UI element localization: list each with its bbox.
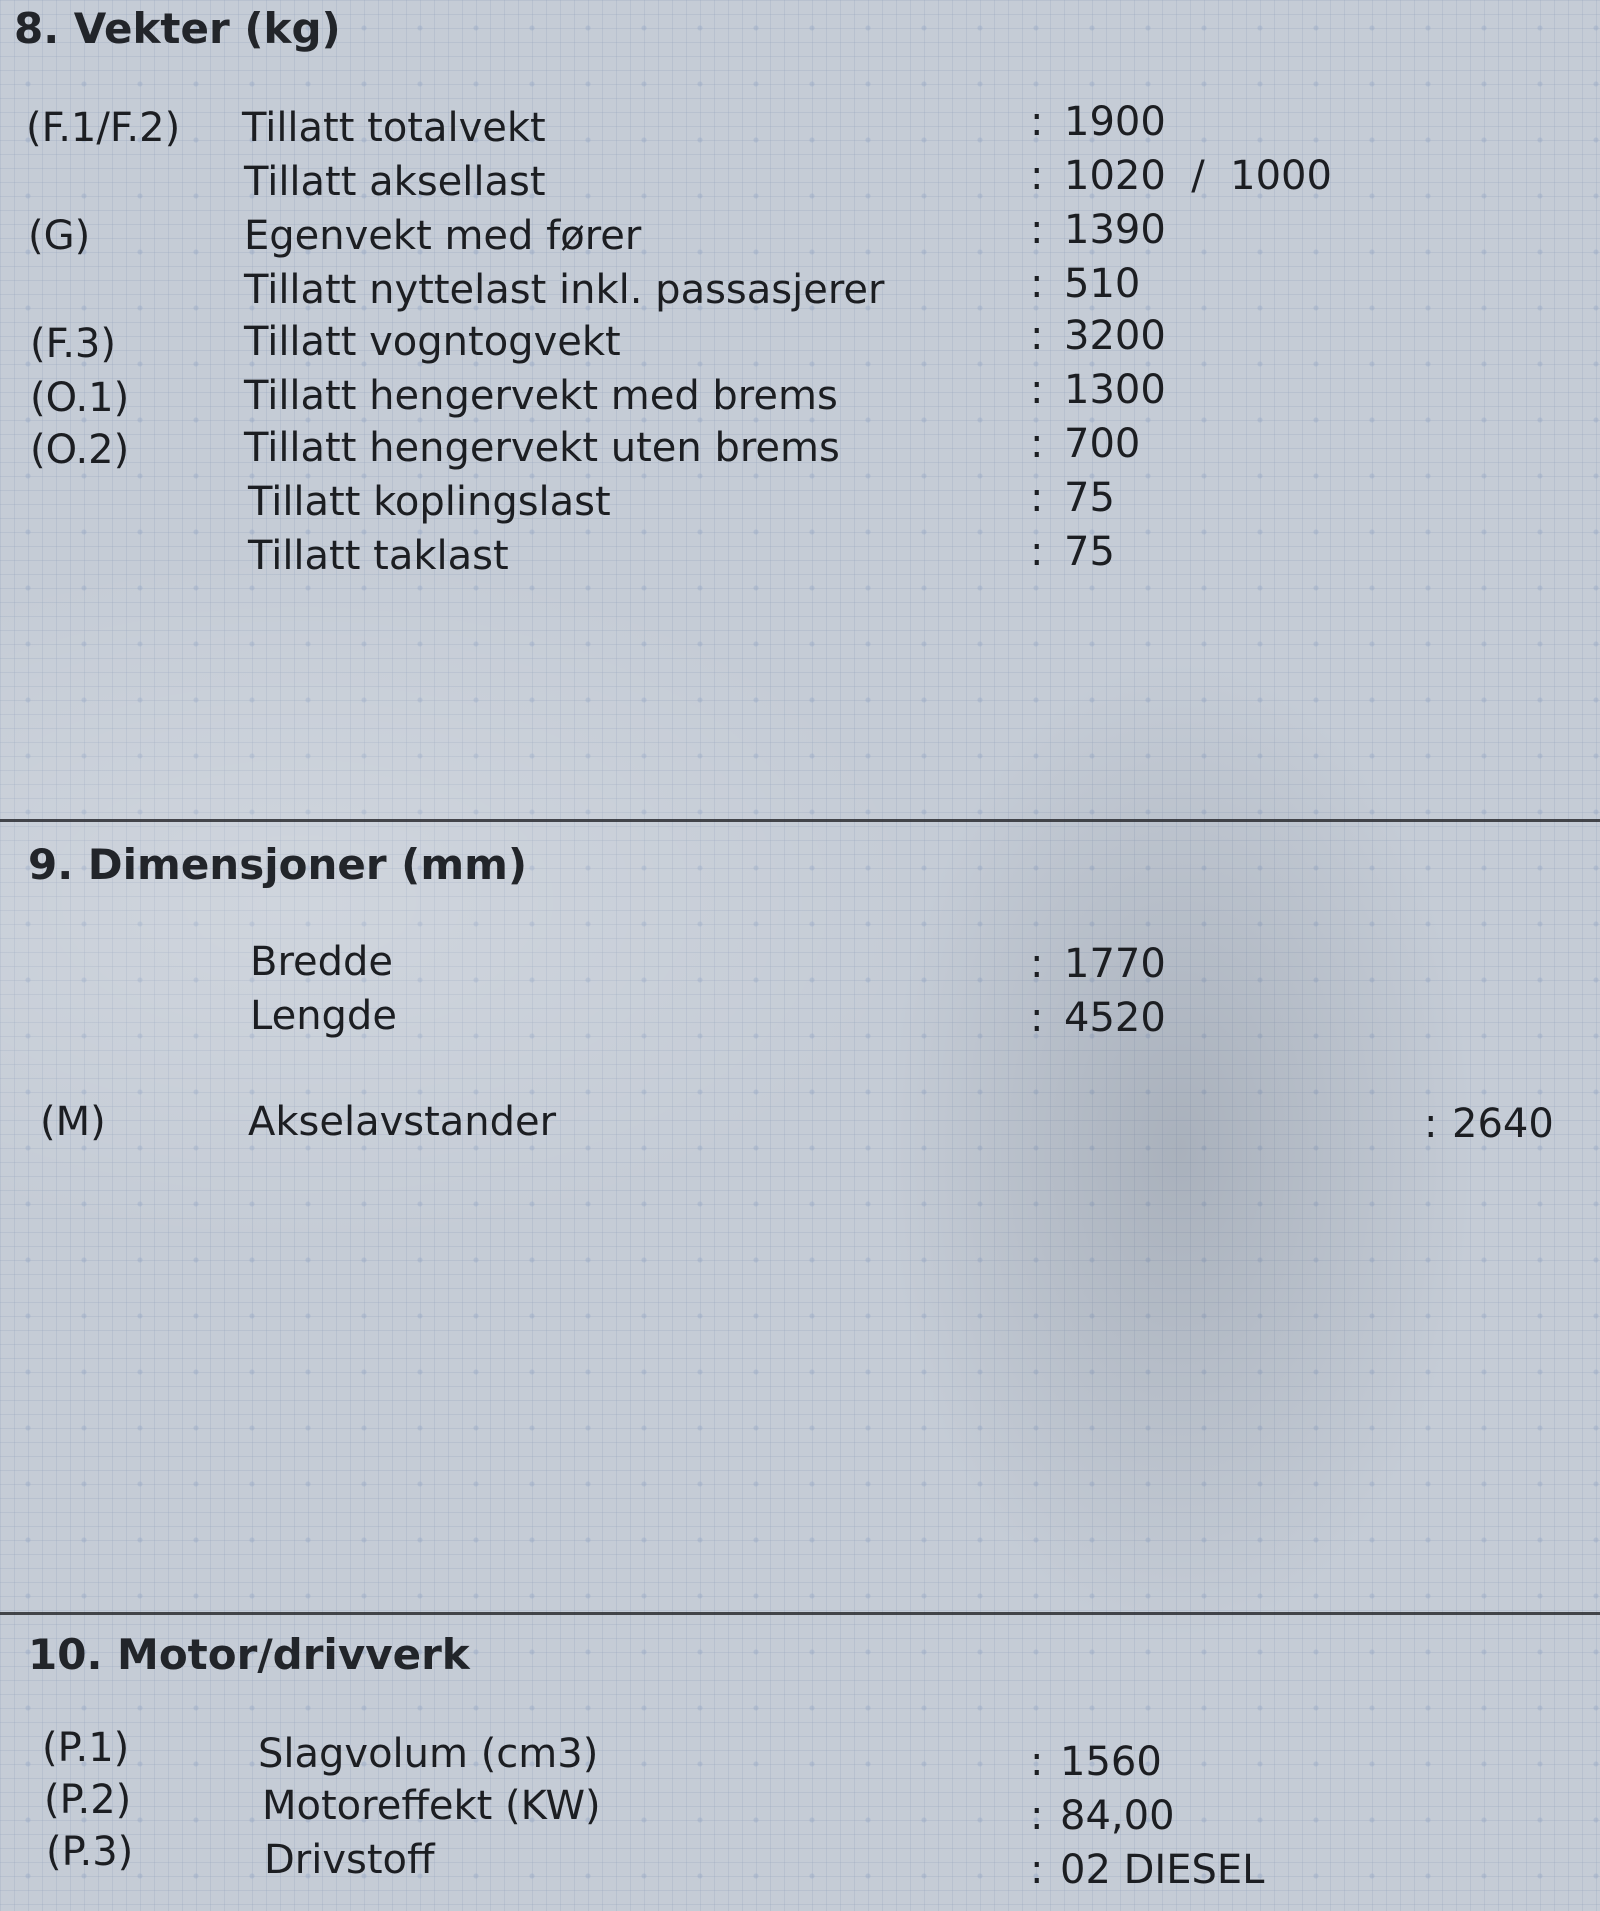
row-label: Egenvekt med fører [244,213,642,259]
row-label: Tillatt koplingslast [248,479,611,525]
row-value: : 4520 [1030,995,1166,1041]
row-label: Lengde [250,993,397,1039]
row-code: (O.2) [30,427,130,473]
row-value: : 84,00 [1030,1793,1175,1839]
row-code: (P.1) [42,1725,130,1771]
section-title-dimensjoner: 9. Dimensjoner (mm) [28,840,528,889]
row-value: : 1300 [1030,367,1166,413]
row-value: : 02 DIESEL [1030,1847,1265,1893]
row-value: : 510 [1030,261,1141,307]
row-label: Motoreffekt (KW) [262,1783,601,1829]
row-label: Tillatt hengervekt uten brems [244,425,840,471]
row-code: (O.1) [30,375,130,421]
row-code: (M) [40,1099,106,1145]
section-title-vekter: 8. Vekter (kg) [14,4,341,53]
row-value: : 1020 / 1000 [1030,153,1332,199]
row-label: Tillatt hengervekt med brems [244,373,838,419]
row-label: Tillatt nyttelast inkl. passasjerer [244,267,885,313]
section-divider [0,819,1600,822]
row-value: : 2640 [1424,1101,1554,1147]
section-title-motor: 10. Motor/drivverk [28,1630,470,1679]
row-label: Tillatt aksellast [244,159,546,205]
row-value: : 75 [1030,475,1115,521]
row-value: : 1560 [1030,1739,1162,1785]
row-code: (G) [28,213,91,259]
section-divider [0,1612,1600,1615]
row-value: : 75 [1030,529,1115,575]
row-value: : 1770 [1030,941,1166,987]
row-label: Tillatt taklast [248,533,509,579]
row-label: Bredde [250,939,394,985]
row-value: : 1900 [1030,99,1166,145]
row-value: : 3200 [1030,313,1166,359]
row-label: Akselavstander [248,1099,557,1145]
row-code: (P.2) [44,1777,132,1823]
row-value: : 700 [1030,421,1141,467]
row-label: Tillatt vogntogvekt [244,319,621,365]
row-code: (F.3) [30,321,116,367]
row-code: (P.3) [46,1829,134,1875]
row-label: Tillatt totalvekt [242,105,546,151]
row-code: (F.1/F.2) [26,105,181,151]
row-label: Drivstoff [264,1837,435,1883]
row-value: : 1390 [1030,207,1166,253]
row-label: Slagvolum (cm3) [258,1731,599,1777]
